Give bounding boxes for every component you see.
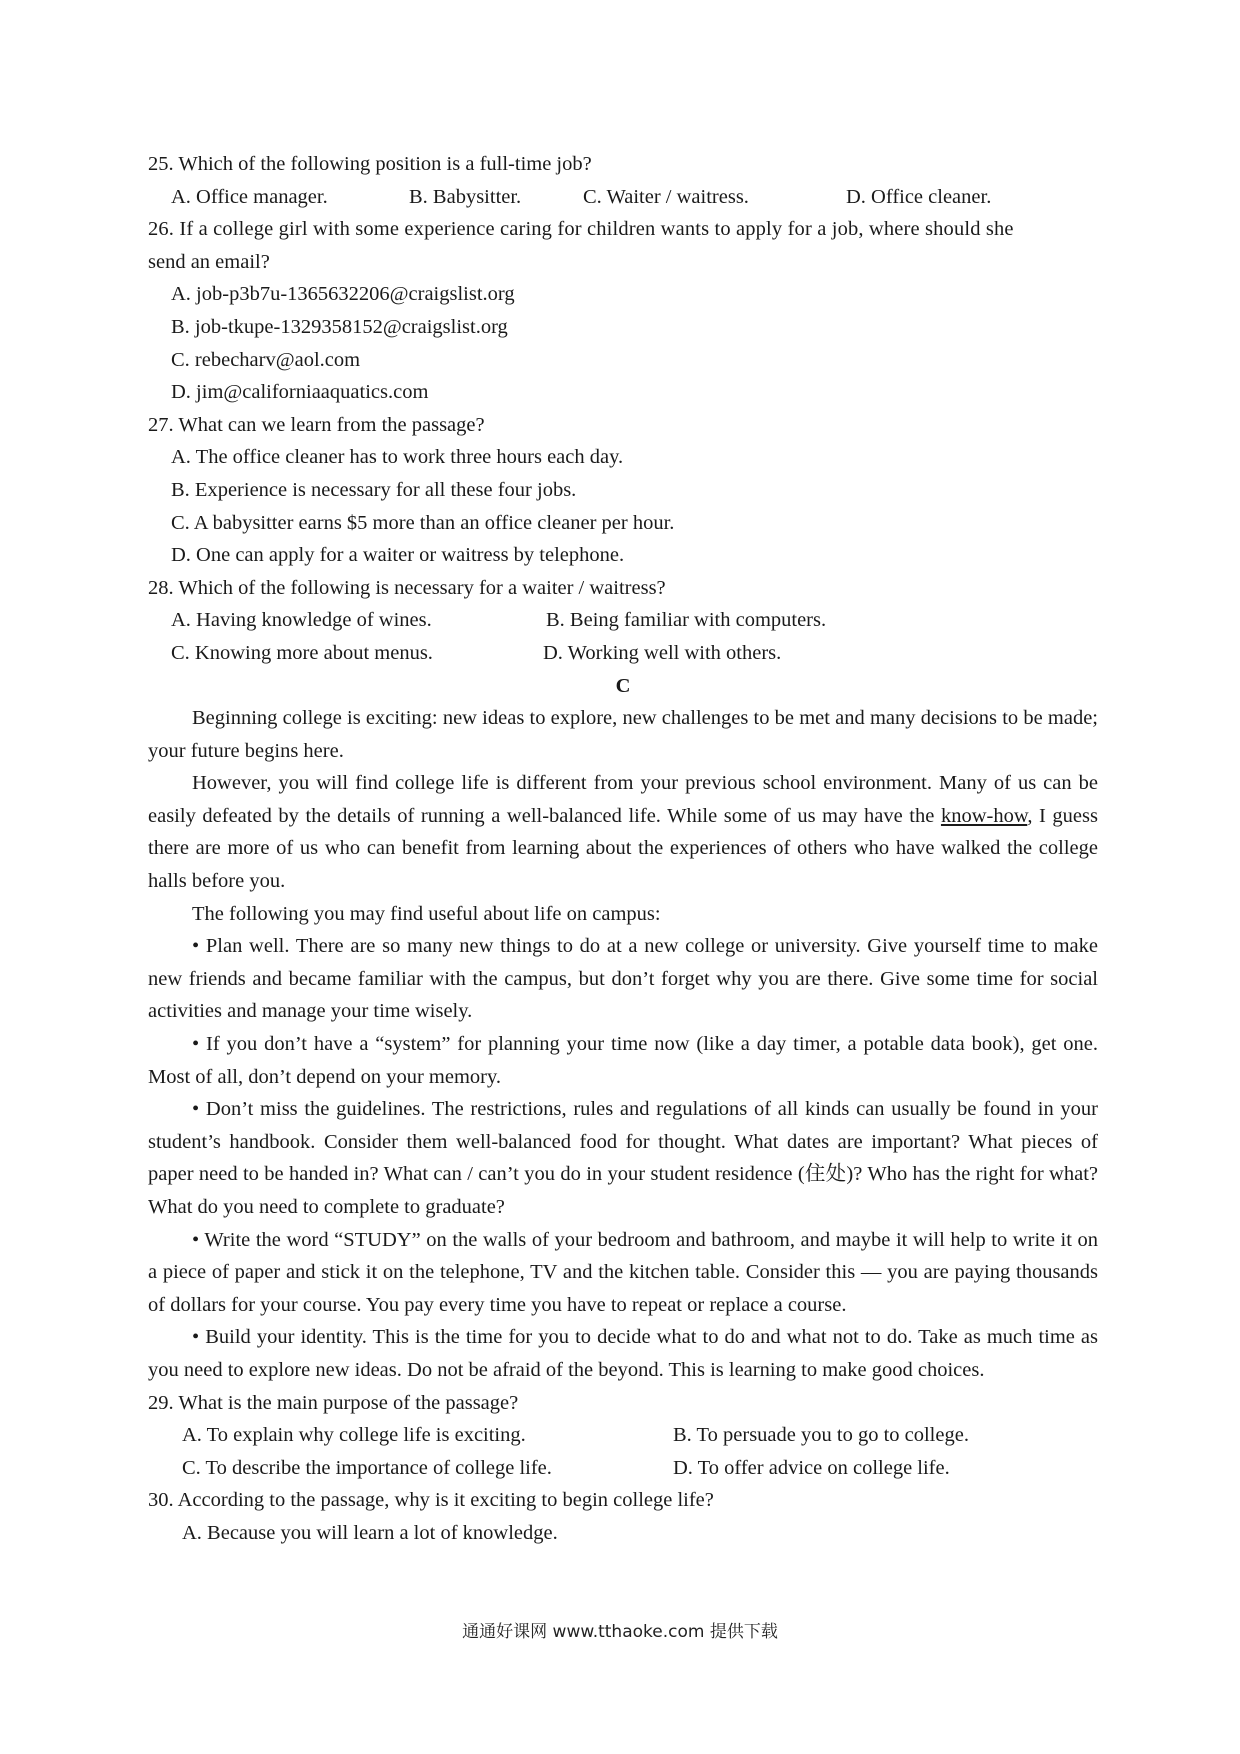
q26-option-a: A. job-p3b7u-1365632206@craigslist.org bbox=[171, 283, 515, 306]
q28-option-c: C. Knowing more about menus. bbox=[171, 641, 433, 664]
q29-option-d: D. To offer advice on college life. bbox=[673, 1456, 950, 1479]
q27-option-d: D. One can apply for a waiter or waitress by telephone. bbox=[171, 544, 625, 567]
tip-plan-well: • Plan well. There are so many new things to do at a new college or university. Give yourself time to make new friends and became familiar with the campus, but don’t forget why you are there. Give some time for social activities and manage your time wisely. bbox=[148, 935, 1098, 1023]
question-29-options-row1 bbox=[148, 1419, 1098, 1452]
q27-option-a: A. The office cleaner has to work three hours each day. bbox=[171, 446, 624, 469]
section-c-heading: C bbox=[615, 674, 631, 697]
question-25-options bbox=[148, 181, 1098, 214]
q28-option-a: A. Having knowledge of wines. bbox=[171, 609, 432, 632]
q26-option-d: D. jim@californiaaquatics.com bbox=[171, 381, 429, 404]
q28-option-b: B. Being familiar with computers. bbox=[546, 609, 827, 632]
question-26-stem-line2: send an email? bbox=[148, 250, 270, 273]
exam-page bbox=[148, 148, 1098, 1550]
underlined-term: know-how bbox=[940, 804, 1028, 827]
q26-option-b: B. job-tkupe-1329358152@craigslist.org bbox=[171, 315, 508, 338]
question-28-stem: 28. Which of the following is necessary for a waiter / waitress? bbox=[148, 576, 666, 599]
passage-paragraph-3: The following you may find useful about life on campus: bbox=[192, 902, 661, 925]
question-30-stem: 30. According to the passage, why is it exciting to begin college life? bbox=[148, 1489, 714, 1512]
q30-option-a: A. Because you will learn a lot of knowledge. bbox=[182, 1521, 558, 1544]
question-28-options-row1 bbox=[148, 604, 1098, 637]
q29-option-c: C. To describe the importance of college life. bbox=[182, 1456, 552, 1479]
question-25-stem: 25. Which of the following position is a full-time job? bbox=[148, 153, 592, 175]
page-footer: 通通好课网 www.tthaoke.com 提供下载 bbox=[462, 1622, 778, 1642]
tip-guidelines: • Don’t miss the guidelines. The restrictions, rules and regulations of all kinds can usually be found in your student’s handbook. Consider them well-balanced food for thought. What dates are important? What pieces of paper need to be handed in? What can / can’t you do in your student residence (住处)? Who has the right for what? What do you need to complete to graduate? bbox=[148, 1098, 1098, 1218]
q29-option-a: A. To explain why college life is exciting. bbox=[182, 1424, 526, 1447]
q27-option-b: B. Experience is necessary for all these four jobs. bbox=[171, 478, 577, 501]
q25-option-b: B. Babysitter. bbox=[409, 185, 522, 208]
q26-option-c: C. rebecharv@aol.com bbox=[171, 348, 361, 371]
passage-paragraph-2 bbox=[148, 767, 1098, 897]
question-28-options-row2 bbox=[148, 637, 1098, 670]
question-29-options-row2 bbox=[148, 1452, 1098, 1485]
tip-system: • If you don’t have a “system” for planning your time now (like a day timer, a potable data book), get one. Most of all, don’t depend on your memory. bbox=[148, 1033, 1098, 1088]
question-29-stem: 29. What is the main purpose of the passage? bbox=[148, 1391, 519, 1414]
question-27-stem: 27. What can we learn from the passage? bbox=[148, 413, 485, 436]
question-26-stem-line1: 26. If a college girl with some experience caring for children wants to apply for a job, where should she bbox=[148, 218, 1014, 241]
tip-study: • Write the word “STUDY” on the walls of your bedroom and bathroom, and maybe it will help to write it on a piece of paper and stick it on the telephone, TV and the kitchen table. Consider this — you are paying thousands of dollars for your course. You pay every time you have to repeat or replace a course. bbox=[148, 1228, 1098, 1316]
q25-option-a: A. Office manager. bbox=[171, 185, 328, 208]
q25-option-c: C. Waiter / waitress. bbox=[583, 185, 749, 208]
passage-paragraph-1: Beginning college is exciting: new ideas to explore, new challenges to be met and many decisions to be made; your future begins here. bbox=[148, 707, 1098, 762]
passage-p2-before: However, you will find college life is different from your previous school environment. Many of us can be easily defeated by the details of running a well-balanced life. While some of us may have the bbox=[148, 772, 1098, 827]
tip-identity: • Build your identity. This is the time for you to decide what to do and what not to do. Take as much time as you need to explore new ideas. Do not be afraid of the beyond. This is learning to make good choices. bbox=[148, 1326, 1098, 1381]
q28-option-d: D. Working well with others. bbox=[543, 641, 782, 664]
q27-option-c: C. A babysitter earns $5 more than an office cleaner per hour. bbox=[171, 511, 675, 534]
passage-p2-after: , I guess there are more of us who can benefit from learning about the experiences of others who have walked the college halls before you. bbox=[148, 804, 1098, 893]
q25-option-d: D. Office cleaner. bbox=[846, 185, 992, 208]
q29-option-b: B. To persuade you to go to college. bbox=[673, 1424, 969, 1447]
